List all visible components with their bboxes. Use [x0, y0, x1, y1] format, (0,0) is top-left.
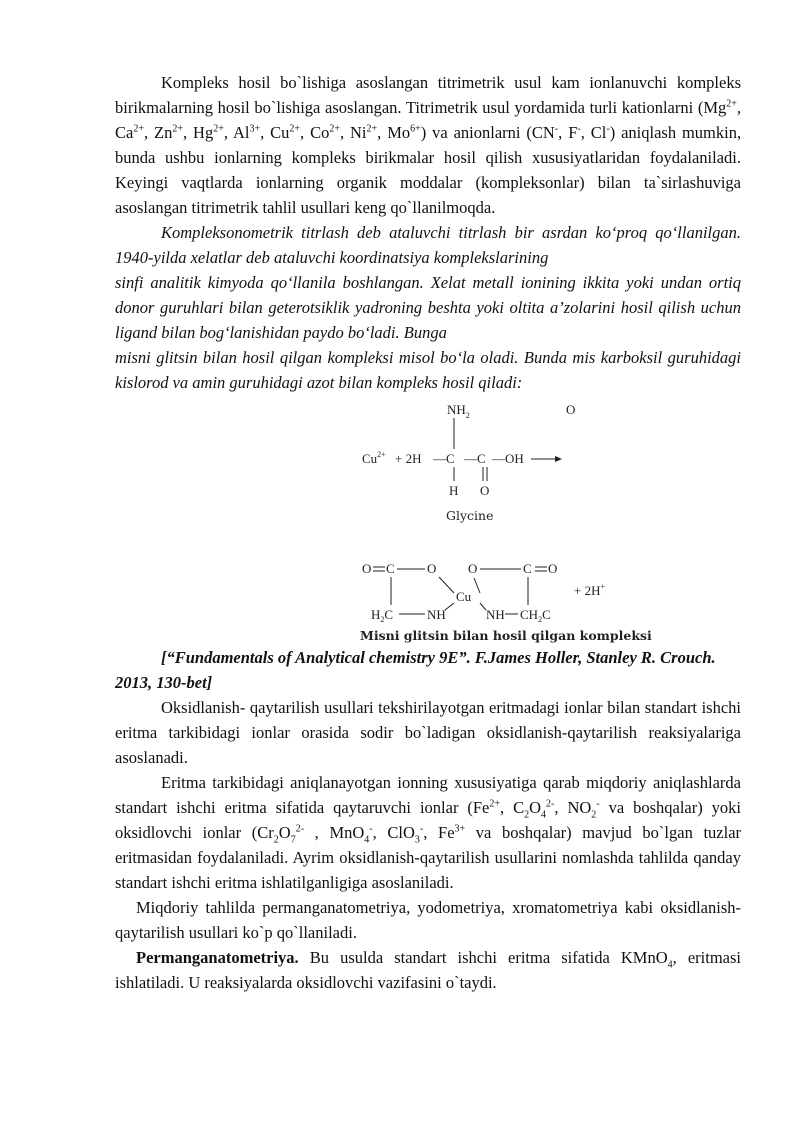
cation-hg: $Hg^{2+}$ — [193, 123, 224, 142]
ion-mno4: MnO$_4$- — [329, 823, 373, 846]
svg-text:C: C — [523, 561, 532, 576]
anion-cl: Cl- — [590, 123, 610, 142]
paragraph-chelate-line1: Kompleksonometrik titrlash deb ataluvchi titrlash bir asrdan ko‘proq qo‘llanilgan. 1940-yilda xelatlar deb ataluvchi koordinatsiya komplekslarining — [115, 223, 741, 267]
svg-text:—C: —C — [433, 451, 455, 466]
svg-text:CH2C: $CH_2C$ — [520, 607, 551, 624]
figure-caption: Misni glitsin bilan hosil qilgan kompleksi — [360, 628, 652, 643]
anion-f: F- — [568, 123, 581, 142]
cation-zn: $Zn^{2+}$ — [154, 123, 183, 142]
cation-al: $Al^{3+}$ — [232, 123, 261, 142]
glycine-label: Glycine — [446, 508, 494, 523]
paragraph-permanganatometry: Permanganatometriya. Bu usulda standart ishchi eritma sifatida KMnO$_4$, eritmasi ishlatiladi. U reaksiyalarda oksidlovchi vazifasini o`taydi. — [115, 948, 741, 992]
cation-co: $Co^{2+}$ — [310, 123, 340, 142]
cation-mg: $Mg^{2+}$ — [703, 98, 737, 117]
paragraph-chelate-line3: misni glitsin bilan hosil qilgan kompleksi misol bo‘la oladi. Bunda mis karboksil guruhidagi kislorod va amin guruhidagi azot bilan kompleks hosil qiladi: — [115, 348, 741, 392]
ion-no2: $NO_2^-$ — [567, 798, 600, 821]
cation-ca: $Ca^{2+}$ — [115, 123, 144, 142]
paragraph-redox-intro: Oksidlanish- qaytarilish usullari tekshirilayotgan eritmadagi ionlar bilan standart ishchi eritma tarkibidagi ionlar orasida sodir bo`ladigan oksidlanish-qaytarilish reaksiyalariga asoslanadi. — [115, 698, 741, 767]
svg-text:NH: NH — [427, 607, 446, 622]
citation: [“Fundamentals of Analytical chemistry 9E”. F.James Holler, Stanley R. Crouch. 2013, 130-bet] — [115, 648, 716, 692]
paragraph-redox-ions: Eritma tarkibidagi aniqlanayotgan ionning xususiyatiga qarab miqdoriy aniqlashlarda standart ishchi eritma sifatida qaytaruvchi ionlar ($Fe^{2+}$, $C_2O_4^{2-}$, $NO_2^-$ va boshqalar) yoki oksidlovchi ionlar ($Cr_2O_7^{2-}$ , MnO$_4$-, ClO$_3$-, $Fe^{3+}$ va boshqalar) mavjud bo`lgan tuzlar eritmasidan foydalaniladi. Ayrim oksidlanish-qaytarilish usullarini nomlashda tahlilda qanday standart ishchi eritma ishlatilganligiga asoslaniladi. — [115, 773, 742, 892]
paragraph-chelate-line2: sinfi analitik kimyoda qo‘llanila boshlangan. Xelat metall ionining ikkita yoki undan ortiq donor guruhlari bilan geterotsiklik yadroning beshta yoki oltita a’zolarini hosil qilish uchun ligand bilan bog‘lanishidan paydo bo‘ladi. Bunga — [115, 273, 741, 342]
paragraph-redox-methods: Miqdoriy tahlilda permanganatometriya, yodometriya, xromatometriya kabi oksidlanish-qaytarilish usullari ko`p qo`llaniladi. — [115, 898, 741, 942]
plus-2h-label: + 2H — [395, 451, 422, 466]
ion-fe2: $Fe^{2+}$ — [472, 798, 501, 817]
figure-caption-row — [115, 623, 741, 643]
ion-c2o4: $C_2O_4^{2-}$ — [513, 798, 555, 821]
cu-ion-label: $Cu^{2+}$ — [362, 450, 386, 466]
svg-text:O: O — [362, 561, 372, 576]
svg-text:H: H — [449, 483, 459, 498]
cation-mo: $Mo^{6+}$ — [387, 123, 421, 142]
cation-cu: $Cu^{2+}$ — [270, 123, 301, 142]
svg-text:C: C — [386, 561, 395, 576]
ion-cr2o7: $Cr_2O_7^{2-}$ — [257, 823, 305, 846]
svg-text:O: O — [548, 561, 558, 576]
svg-text:—C: —C — [464, 451, 486, 466]
nh2-label: $NH_2$ — [447, 402, 470, 420]
svg-text:O: O — [566, 402, 576, 417]
oh-label: —OH — [492, 451, 524, 466]
reaction-diagram — [355, 397, 635, 625]
svg-text:O: O — [480, 483, 490, 498]
svg-text:O: O — [427, 561, 437, 576]
product-2h-label: + 2H+ — [574, 582, 605, 598]
svg-text:O: O — [468, 561, 478, 576]
cation-ni: $Ni^{2+}$ — [350, 123, 378, 142]
anion-cn: CN- — [531, 123, 559, 142]
glycine-complex-figure — [115, 397, 741, 625]
svg-text:H2C: $H_2C$ — [371, 607, 394, 624]
ion-clo3: ClO$_3$- — [387, 823, 424, 846]
permanganatometry-heading: Permanganatometriya. — [136, 948, 299, 967]
document-page — [115, 70, 741, 995]
cu-center-label: Cu — [456, 589, 472, 604]
paragraph-complexometric-intro: Kompleks hosil bo`lishiga asoslangan titrimetrik usul kam ionlanuvchi kompleks birikmalarning hosil bo`lishiga asoslangan. Titrimetrik usul yordamida turli kationlarni ($Mg^{2+}$, $Ca^{2+}$, $Zn^{2+}$, $Hg^{2+}$, $Al^{3+}$, $Cu^{2+}$, $Co^{2+}$, $Ni^{2+}$, $Mo^{6+}$) va anionlarni (CN-, F-, Cl-) aniqlash mumkin, bunda ushbu ionlarning kompleks birikmalar hosil qilish xususiyatlaridan foydalaniladi. Keyingi vaqtlarda ionlarning organik moddalar (kompleksonlar) bilan ta`sirlashuviga asoslangan titrimetrik tahlil usullari keng qo`llanilmoqda. — [115, 73, 742, 217]
ion-fe3: $Fe^{3+}$ — [438, 823, 466, 842]
svg-text:NH: NH — [486, 607, 505, 622]
